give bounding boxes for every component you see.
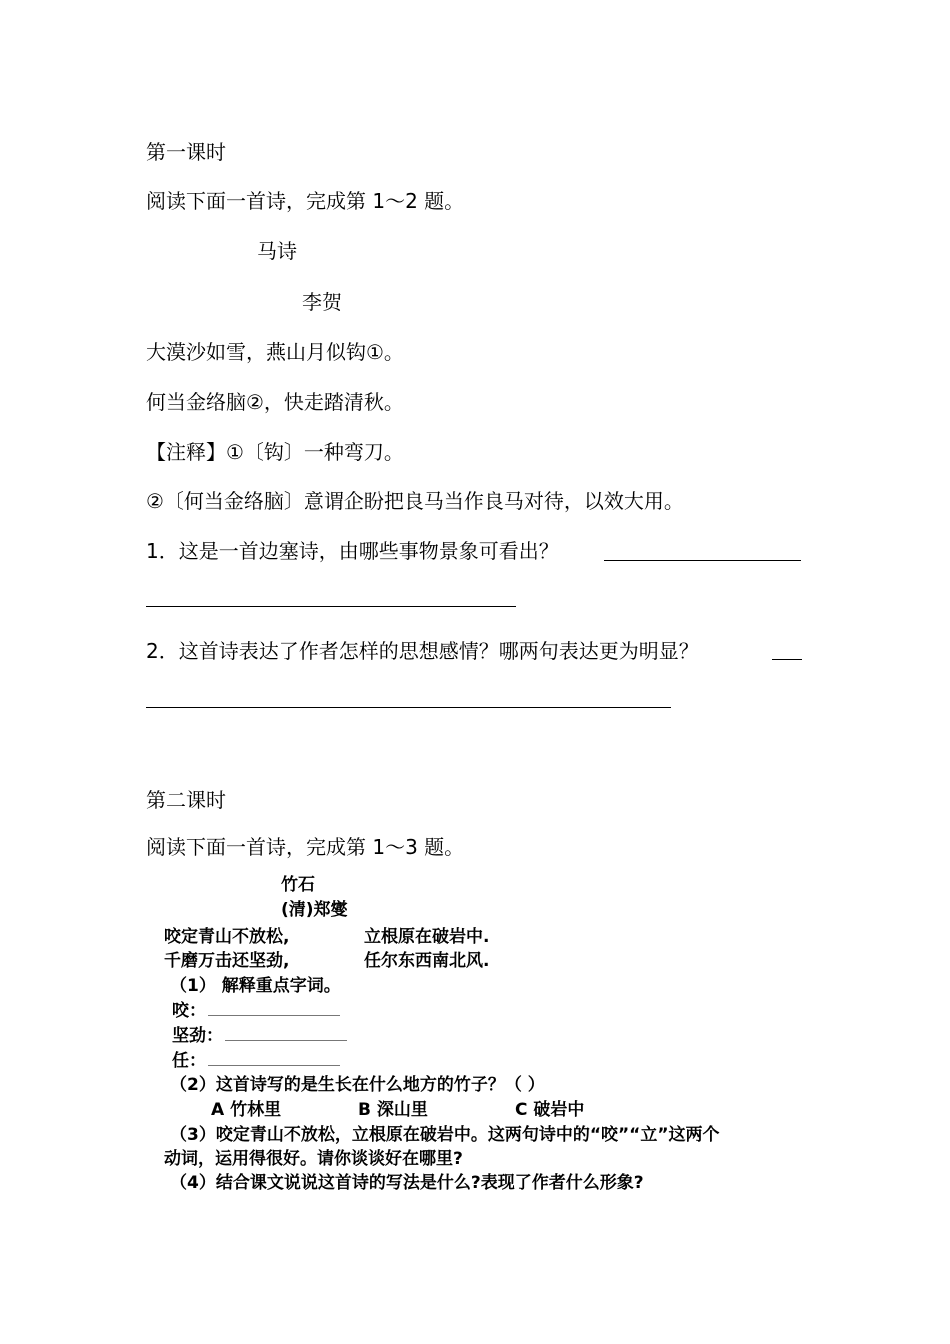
lesson2-heading: 第二课时 xyxy=(146,788,226,812)
lesson1-instruction: 阅读下面一首诗，完成第 1～2 题。 xyxy=(146,189,465,213)
lesson1-poem-title: 马诗 xyxy=(257,239,297,263)
lesson2-poem-line-1a: 咬定青山不放松, xyxy=(164,927,290,947)
answer-line[interactable] xyxy=(772,659,802,660)
answer-line[interactable] xyxy=(225,1026,347,1041)
lesson2-question-4: （4）结合课文说说这首诗的写法是什么?表现了作者什么形象? xyxy=(170,1173,644,1193)
lesson1-heading: 第一课时 xyxy=(146,140,226,164)
lesson2-poem-line-1b: 立根原在破岩中. xyxy=(364,927,490,947)
answer-line[interactable] xyxy=(604,560,801,561)
lesson1-poem-line-2: 何当金络脑②，快走踏清秋。 xyxy=(146,390,404,414)
lesson2-instruction: 阅读下面一首诗，完成第 1～3 题。 xyxy=(146,835,465,859)
question-text: 2．这首诗表达了作者怎样的思想感情？哪两句表达更为明显？ xyxy=(146,639,699,663)
lesson1-question-2 xyxy=(146,639,699,663)
lesson2-question-1: （1） 解释重点字词。 xyxy=(170,976,341,996)
option-c[interactable]: C 破岩中 xyxy=(515,1100,585,1120)
option-a[interactable]: A 竹林里 xyxy=(211,1100,282,1120)
word-label: 咬： xyxy=(172,1001,206,1021)
word-item-1 xyxy=(172,1000,340,1022)
lesson2-poem-line-2b: 任尔东西南北风. xyxy=(364,951,490,971)
lesson1-question-1 xyxy=(146,539,559,563)
word-label: 任： xyxy=(172,1051,206,1071)
answer-line[interactable] xyxy=(146,606,516,607)
lesson2-question-3-line-2: 动词，运用得很好。请你谈谈好在哪里? xyxy=(164,1149,463,1169)
word-label: 坚劲： xyxy=(172,1026,223,1046)
lesson2-question-2: （2）这首诗写的是生长在什么地方的竹子？（ ） xyxy=(170,1075,545,1095)
answer-line[interactable] xyxy=(146,707,671,708)
lesson2-poem-line-2a: 千磨万击还坚劲, xyxy=(164,951,290,971)
lesson1-note-1: 【注释】①〔钩〕一种弯刀。 xyxy=(146,440,404,464)
lesson1-poem-author: 李贺 xyxy=(302,290,342,314)
question-text: 1．这是一首边塞诗，由哪些事物景象可看出？ xyxy=(146,539,559,563)
lesson2-poem-author: (清)郑燮 xyxy=(281,900,348,920)
answer-line[interactable] xyxy=(208,1001,340,1016)
answer-line[interactable] xyxy=(208,1051,340,1066)
word-item-3 xyxy=(172,1050,340,1072)
option-b[interactable]: B 深山里 xyxy=(358,1100,428,1120)
word-item-2 xyxy=(172,1025,347,1047)
lesson1-poem-line-1: 大漠沙如雪，燕山月似钩①。 xyxy=(146,340,404,364)
lesson2-question-3-line-1: （3）咬定青山不放松，立根原在破岩中。这两句诗中的“咬”“立”这两个 xyxy=(170,1125,720,1145)
lesson2-poem-title: 竹石 xyxy=(281,875,315,895)
lesson1-note-2: ②〔何当金络脑〕意谓企盼把良马当作良马对待，以效大用。 xyxy=(146,489,684,513)
